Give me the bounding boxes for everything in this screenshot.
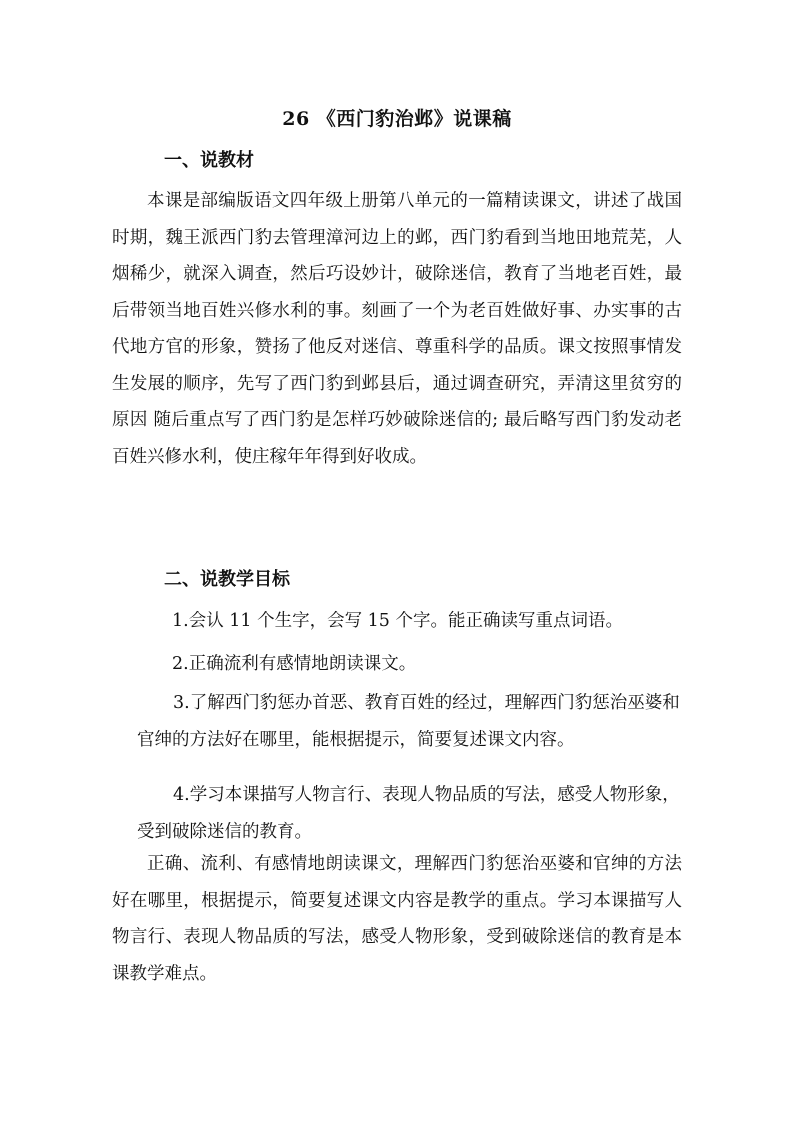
section-heading-goals: 二、说教学目标 xyxy=(164,569,290,590)
goal-item-2: 2.正确流利有感情地朗读课文。 xyxy=(172,654,417,674)
goal-item-3: 3.了解西门豹惩办首恶、教育百姓的经过，理解西门豹惩治巫婆和官绅的方法好在哪里，能根据提示，简要复述课文内容。 xyxy=(137,693,680,750)
goal-item-4: 4.学习本课描写人物言行、表现人物品质的写法，感受人物形象，受到破除迷信的教育。 xyxy=(137,785,680,842)
key-points-paragraph: 正确、流利、有感情地朗读课文，理解西门豹惩治巫婆和官绅的方法好在哪里，根据提示，简要复述课文内容是教学的重点。学习本课描写人物言行、表现人物品质的写法，感受人物形象，受到破除迷信的教育是本课教学难点。 xyxy=(112,854,682,984)
document-title: 26 《西门豹治邺》说课稿 xyxy=(282,108,512,130)
textbook-paragraph: 本课是部编版语文四年级上册第八单元的一篇精读课文，讲述了战国时期，魏王派西门豹去管理漳河边上的邺，西门豹看到当地田地荒芜，人烟稀少，就深入调查，然后巧设妙计，破除迷信，教育了当地老百姓，最后带领当地百姓兴修水利的事。刻画了一个为老百姓做好事、办实事的古代地方官的形象，赞扬了他反对迷信、尊重科学的品质。课文按照事情发生发展的顺序，先写了西门豹到邺县后，通过调查研究，弄清这里贫穷的原因 随后重点写了西门豹是怎样巧妙破除迷信的; 最后略写西门豹发动老百姓兴修水利，使庄稼年年得到好收成。 xyxy=(112,191,682,467)
goal-item-1: 1.会认 11 个生字，会写 15 个字。能正确读写重点词语。 xyxy=(172,611,623,631)
section-heading-textbook: 一、说教材 xyxy=(164,150,254,171)
